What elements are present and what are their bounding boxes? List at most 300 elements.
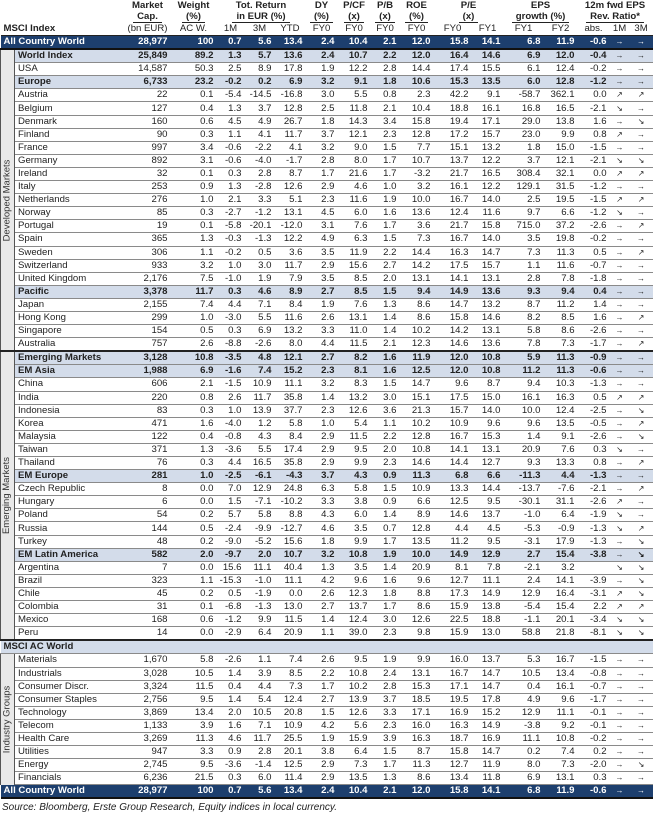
- cell-eps-fy1: 23.0: [504, 128, 544, 141]
- cell-dy: 2.6: [306, 587, 338, 600]
- row-name: Thailand: [15, 457, 125, 470]
- cell-pe-fy0: 15.8: [434, 785, 472, 799]
- cell-eps-fy1: 1.1: [504, 259, 544, 272]
- cell-pcf: 12.1: [338, 128, 371, 141]
- cell-pb: 3.3: [371, 706, 400, 719]
- cell-return-3m: 11.1: [245, 561, 275, 574]
- cell-roe: 8.6: [400, 311, 434, 324]
- trend-arrow-flat-icon: →: [630, 259, 653, 272]
- row-name: Australia: [15, 338, 125, 352]
- trend-arrow-down-icon: ↘: [610, 102, 630, 115]
- cell-dy: 4.6: [306, 522, 338, 535]
- cell-return-ytd: 25.5: [275, 732, 306, 745]
- cell-pe-fy1: 9.6: [472, 417, 504, 430]
- row-name: Industrials: [15, 667, 125, 680]
- row-name: Brazil: [15, 574, 125, 587]
- cell-return-1m: 1.4: [217, 693, 245, 706]
- cell-return-ytd: -12.7: [275, 522, 306, 535]
- cell-eps-fy1: 12.9: [504, 587, 544, 600]
- header-pe-unit: (x): [459, 11, 479, 23]
- cell-return-1m: 0.5: [217, 587, 245, 600]
- header-rev-unit: Rev. Ratio*: [586, 11, 644, 23]
- cell-market-cap: 2,745: [125, 759, 171, 772]
- cell-return-1m: 1.3: [217, 181, 245, 194]
- cell-weight: 11.5: [171, 680, 217, 693]
- cell-pcf: 7.6: [338, 220, 371, 233]
- trend-arrow-flat-icon: →: [610, 667, 630, 680]
- trend-arrow-up-icon: ↗: [630, 457, 653, 470]
- cell-weight: 0.0: [171, 483, 217, 496]
- cell-return-3m: -1.3: [245, 233, 275, 246]
- aggregate-row: [1, 49, 653, 63]
- cell-pcf: 13.5: [338, 772, 371, 785]
- row-name: Denmark: [15, 115, 125, 128]
- cell-eps-fy2: 11.3: [544, 246, 578, 259]
- cell-return-3m: 6.4: [245, 627, 275, 641]
- cell-market-cap: 997: [125, 141, 171, 154]
- cell-pe-fy0: 15.9: [434, 601, 472, 614]
- cell-pb: 1.4: [371, 325, 400, 338]
- cell-eps-fy1: 9.4: [504, 378, 544, 391]
- cell-return-1m: -1.2: [217, 614, 245, 627]
- cell-eps-fy2: 11.3: [544, 365, 578, 378]
- cell-eps-fy1: 129.1: [504, 181, 544, 194]
- cell-eps-fy2: 11.9: [544, 36, 578, 50]
- cell-weight: 10.5: [171, 667, 217, 680]
- cell-weight: 9.5: [171, 759, 217, 772]
- cell-pcf: 4.3: [338, 470, 371, 483]
- cell-pb: 2.3: [371, 719, 400, 732]
- cell-rev-abs: -0.5: [578, 417, 610, 430]
- trend-arrow-flat-icon: →: [630, 365, 653, 378]
- cell-eps-fy1: 8.7: [504, 298, 544, 311]
- header-pb: P/B: [371, 0, 400, 11]
- cell-dy: 1.7: [306, 680, 338, 693]
- cell-rev-abs: -0.1: [578, 706, 610, 719]
- cell-roe: 12.0: [400, 36, 434, 50]
- cell-return-1m: -5.4: [217, 89, 245, 102]
- row-name: Colombia: [15, 601, 125, 614]
- trend-arrow-flat-icon: →: [630, 49, 653, 63]
- cell-dy: 2.5: [306, 102, 338, 115]
- cell-dy: 2.9: [306, 772, 338, 785]
- trend-arrow-down-icon: ↘: [610, 443, 630, 456]
- trend-arrow-flat-icon: →: [610, 430, 630, 443]
- trend-arrow-down-icon: ↘: [630, 115, 653, 128]
- header-dy-unit: (%): [310, 11, 333, 23]
- cell-eps-fy1: 3.7: [504, 154, 544, 167]
- cell-eps-fy1: 6.8: [504, 785, 544, 799]
- trend-arrow-flat-icon: →: [630, 141, 653, 154]
- cell-pe-fy1: 15.8: [472, 220, 504, 233]
- row-name: Portugal: [15, 220, 125, 233]
- trend-arrow-up-icon: ↗: [630, 220, 653, 233]
- row-name: All Country World: [1, 785, 125, 799]
- cell-pe-fy1: 14.7: [472, 746, 504, 759]
- cell-return-1m: 1.3: [217, 49, 245, 63]
- cell-return-3m: 5.5: [245, 443, 275, 456]
- cell-pb: 1.6: [371, 574, 400, 587]
- cell-eps-fy1: 6.8: [504, 36, 544, 50]
- cell-return-1m: -0.6: [217, 141, 245, 154]
- cell-pb: 3.0: [371, 391, 400, 404]
- cell-return-1m: 4.4: [217, 298, 245, 311]
- cell-eps-fy1: 2.4: [504, 574, 544, 587]
- table-row: [1, 167, 653, 180]
- cell-rev-abs: -1.3: [578, 470, 610, 483]
- cell-weight: 1.6: [171, 417, 217, 430]
- cell-pe-fy0: 13.4: [434, 772, 472, 785]
- cell-return-3m: 3.0: [245, 259, 275, 272]
- table-row: [1, 587, 653, 600]
- cell-pcf: 12.2: [338, 63, 371, 76]
- cell-roe: 10.6: [400, 76, 434, 89]
- cell-eps-fy1: 1.4: [504, 430, 544, 443]
- cell-eps-fy2: 7.4: [544, 746, 578, 759]
- cell-eps-fy1: 2.5: [504, 194, 544, 207]
- cell-return-ytd: 15.2: [275, 365, 306, 378]
- table-row: [1, 496, 653, 509]
- cell-dy: 1.1: [306, 627, 338, 641]
- cell-pe-fy0: 21.7: [434, 167, 472, 180]
- header-roe-fy0: FY0: [400, 23, 434, 36]
- cell-dy: 4.5: [306, 207, 338, 220]
- cell-pb: 2.7: [371, 259, 400, 272]
- table-row: [1, 207, 653, 220]
- cell-pb: 1.7: [371, 167, 400, 180]
- cell-pe-fy1: 18.8: [472, 614, 504, 627]
- cell-dy: 3.2: [306, 141, 338, 154]
- row-name: World Index: [15, 49, 125, 63]
- row-name: Consumer Staples: [15, 693, 125, 706]
- cell-dy: 1.9: [306, 732, 338, 745]
- row-name: Netherlands: [15, 194, 125, 207]
- trend-arrow-down-icon: ↘: [610, 627, 630, 641]
- cell-return-ytd: 8.7: [275, 167, 306, 180]
- cell-pe-fy1: 14.6: [472, 49, 504, 63]
- cell-pb: 1.6: [371, 351, 400, 365]
- cell-dy: 3.1: [306, 220, 338, 233]
- cell-pcf: 39.0: [338, 627, 371, 641]
- cell-return-ytd: 8.8: [275, 509, 306, 522]
- cell-rev-abs: -1.8: [578, 272, 610, 285]
- cell-return-3m: 2.0: [245, 548, 275, 561]
- trend-arrow-flat-icon: →: [610, 746, 630, 759]
- cell-weight: 0.1: [171, 167, 217, 180]
- table-row: [1, 719, 653, 732]
- table-row: [1, 483, 653, 496]
- cell-pe-fy1: 14.0: [472, 404, 504, 417]
- cell-return-ytd: 4.1: [275, 141, 306, 154]
- row-name: Italy: [15, 181, 125, 194]
- trend-arrow-flat-icon: →: [610, 417, 630, 430]
- cell-return-ytd: 0.0: [275, 587, 306, 600]
- cell-eps-fy2: 13.3: [544, 457, 578, 470]
- cell-pe-fy0: 17.2: [434, 128, 472, 141]
- header-pcf: P/CF: [338, 0, 371, 11]
- cell-dy: 3.7: [306, 470, 338, 483]
- trend-arrow-up-icon: ↗: [630, 522, 653, 535]
- trend-arrow-flat-icon: →: [630, 667, 653, 680]
- cell-pe-fy1: 13.2: [472, 298, 504, 311]
- cell-return-ytd: 37.7: [275, 404, 306, 417]
- trend-arrow-flat-icon: →: [630, 785, 653, 799]
- cell-dy: 2.9: [306, 181, 338, 194]
- cell-eps-fy2: 12.4: [544, 63, 578, 76]
- cell-market-cap: 160: [125, 115, 171, 128]
- cell-weight: 10.8: [171, 351, 217, 365]
- trend-arrow-flat-icon: →: [630, 378, 653, 391]
- trend-arrow-flat-icon: →: [610, 483, 630, 496]
- cell-weight: 3.9: [171, 719, 217, 732]
- table-header: [1, 0, 653, 36]
- aggregate-row: [1, 285, 653, 298]
- cell-pcf: 5.4: [338, 417, 371, 430]
- cell-eps-fy2: 4.4: [544, 470, 578, 483]
- cell-weight: 0.2: [171, 535, 217, 548]
- cell-pcf: 10.4: [338, 785, 371, 799]
- cell-pb: 2.1: [371, 338, 400, 352]
- cell-roe: 9.8: [400, 627, 434, 641]
- table-row: [1, 128, 653, 141]
- cell-return-1m: 0.3: [217, 772, 245, 785]
- cell-rev-abs: 1.6: [578, 115, 610, 128]
- cell-return-ytd: 11.1: [275, 574, 306, 587]
- cell-return-ytd: 13.4: [275, 785, 306, 799]
- row-name: Argentina: [15, 561, 125, 574]
- cell-return-1m: -5.8: [217, 220, 245, 233]
- cell-roe: 10.7: [400, 154, 434, 167]
- header-market-cap: Market: [125, 0, 171, 11]
- cell-dy: 2.8: [306, 154, 338, 167]
- cell-pe-fy0: 14.1: [434, 272, 472, 285]
- cell-dy: 6.3: [306, 483, 338, 496]
- trend-arrow-flat-icon: →: [610, 233, 630, 246]
- cell-roe: 2.3: [400, 89, 434, 102]
- trend-arrow-flat-icon: →: [630, 207, 653, 220]
- cell-rev-abs: 0.8: [578, 457, 610, 470]
- cell-return-ytd: 7.3: [275, 680, 306, 693]
- trend-arrow-up-icon: ↗: [630, 483, 653, 496]
- cell-pe-fy1: 15.7: [472, 259, 504, 272]
- cell-return-3m: 7.1: [245, 719, 275, 732]
- cell-return-3m: 5.4: [245, 693, 275, 706]
- cell-pcf: 21.6: [338, 167, 371, 180]
- cell-weight: 7.4: [171, 298, 217, 311]
- table-row: [1, 404, 653, 417]
- trend-arrow-down-icon: ↘: [610, 509, 630, 522]
- cell-pb: 2.3: [371, 627, 400, 641]
- cell-weight: 0.6: [171, 115, 217, 128]
- cell-weight: 0.2: [171, 587, 217, 600]
- cell-roe: 13.1: [400, 272, 434, 285]
- table-row: [1, 181, 653, 194]
- cell-return-ytd: 8.5: [275, 667, 306, 680]
- cell-return-ytd: 13.4: [275, 36, 306, 50]
- cell-eps-fy1: 11.1: [504, 732, 544, 745]
- cell-pe-fy1: 11.8: [472, 772, 504, 785]
- trend-arrow-up-icon: ↗: [610, 496, 630, 509]
- cell-pe-fy0: 15.9: [434, 627, 472, 641]
- cell-return-3m: 1.1: [245, 654, 275, 667]
- cell-return-1m: 2.1: [217, 194, 245, 207]
- cell-dy: 1.3: [306, 561, 338, 574]
- cell-rev-abs: -2.0: [578, 759, 610, 772]
- cell-pb: 3.7: [371, 693, 400, 706]
- cell-return-ytd: 13.6: [275, 49, 306, 63]
- cell-eps-fy1: 5.9: [504, 351, 544, 365]
- cell-pb: 1.5: [371, 233, 400, 246]
- cell-pe-fy0: 14.6: [434, 338, 472, 352]
- cell-pe-fy0: 16.4: [434, 49, 472, 63]
- cell-eps-fy1: -1.0: [504, 509, 544, 522]
- cell-return-ytd: 11.1: [275, 378, 306, 391]
- cell-return-3m: -4.0: [245, 154, 275, 167]
- cell-pe-fy0: 10.9: [434, 417, 472, 430]
- cell-return-ytd: 35.8: [275, 457, 306, 470]
- cell-return-1m: -15.3: [217, 574, 245, 587]
- group-label-text: Emerging Markets: [1, 457, 13, 535]
- cell-rev-abs: -1.2: [578, 181, 610, 194]
- header-weight-sub: AC W.: [171, 23, 217, 36]
- cell-eps-fy1: 9.3: [504, 457, 544, 470]
- cell-pe-fy0: 4.4: [434, 522, 472, 535]
- cell-pb: 2.2: [371, 430, 400, 443]
- trend-arrow-down-icon: ↘: [630, 404, 653, 417]
- cell-rev-abs: 0.2: [578, 746, 610, 759]
- header-pb-unit: (x): [375, 11, 395, 23]
- cell-rev-abs: -1.5: [578, 194, 610, 207]
- cell-eps-fy2: 9.6: [544, 693, 578, 706]
- cell-rev-abs: 1.4: [578, 298, 610, 311]
- cell-weight: 0.4: [171, 430, 217, 443]
- cell-dy: 3.8: [306, 746, 338, 759]
- cell-return-3m: 0.2: [245, 76, 275, 89]
- cell-return-ytd: 24.8: [275, 483, 306, 496]
- cell-pe-fy1: 13.5: [472, 76, 504, 89]
- cell-eps-fy1: -3.8: [504, 719, 544, 732]
- cell-pcf: 9.6: [338, 574, 371, 587]
- cell-pe-fy1: 13.1: [472, 443, 504, 456]
- cell-return-1m: -3.5: [217, 351, 245, 365]
- cell-eps-fy2: 10.8: [544, 732, 578, 745]
- cell-pcf: 9.1: [338, 76, 371, 89]
- cell-pe-fy1: 10.8: [472, 351, 504, 365]
- table-row: [1, 430, 653, 443]
- cell-market-cap: 28,977: [125, 785, 171, 799]
- cell-return-1m: -2.5: [217, 470, 245, 483]
- trend-arrow-up-icon: ↗: [610, 167, 630, 180]
- cell-pe-fy1: 12.7: [472, 457, 504, 470]
- cell-weight: 0.6: [171, 614, 217, 627]
- cell-pe-fy1: 14.9: [472, 719, 504, 732]
- cell-rev-abs: 0.3: [578, 772, 610, 785]
- cell-pcf: 10.2: [338, 680, 371, 693]
- cell-weight: 11.7: [171, 285, 217, 298]
- row-name: France: [15, 141, 125, 154]
- trend-arrow-flat-icon: →: [610, 654, 630, 667]
- cell-return-3m: 1.9: [245, 272, 275, 285]
- cell-roe: 10.9: [400, 483, 434, 496]
- cell-return-1m: -3.6: [217, 759, 245, 772]
- trend-arrow-flat-icon: →: [610, 732, 630, 745]
- cell-pe-fy0: 11.2: [434, 535, 472, 548]
- cell-eps-fy2: 7.3: [544, 759, 578, 772]
- cell-market-cap: 757: [125, 338, 171, 352]
- cell-pcf: 6.0: [338, 207, 371, 220]
- header-3m: 3M: [245, 23, 275, 36]
- cell-pe-fy1: 9.5: [472, 535, 504, 548]
- cell-market-cap: 6,733: [125, 76, 171, 89]
- cell-weight: 11.3: [171, 732, 217, 745]
- cell-eps-fy1: 12.9: [504, 706, 544, 719]
- cell-pe-fy1: 12.2: [472, 154, 504, 167]
- cell-return-3m: -1.0: [245, 574, 275, 587]
- table-row: [1, 311, 653, 324]
- cell-roe: 12.8: [400, 430, 434, 443]
- cell-pb: 1.4: [371, 509, 400, 522]
- cell-return-1m: -3.0: [217, 311, 245, 324]
- cell-dy: 4.4: [306, 338, 338, 352]
- trend-arrow-flat-icon: →: [610, 220, 630, 233]
- cell-eps-fy2: 9.1: [544, 430, 578, 443]
- cell-return-1m: 4.6: [217, 732, 245, 745]
- row-name: Materials: [15, 654, 125, 667]
- cell-pe-fy1: 14.0: [472, 233, 504, 246]
- table-row: [1, 614, 653, 627]
- cell-return-3m: -14.5: [245, 89, 275, 102]
- cell-rev-abs: 0.5: [578, 246, 610, 259]
- cell-weight: 0.3: [171, 404, 217, 417]
- cell-return-ytd: -12.0: [275, 220, 306, 233]
- cell-eps-fy2: 7.3: [544, 338, 578, 352]
- cell-pb: 2.1: [371, 102, 400, 115]
- cell-dy: 1.8: [306, 535, 338, 548]
- cell-weight: 100: [171, 36, 217, 50]
- cell-pcf: 5.6: [338, 719, 371, 732]
- cell-dy: 2.4: [306, 36, 338, 50]
- group-label-developed-markets: [0, 49, 14, 351]
- cell-return-1m: -6.8: [217, 601, 245, 614]
- cell-pcf: 9.5: [338, 443, 371, 456]
- header-pcf-unit: (x): [344, 11, 364, 23]
- cell-pb: 0.9: [371, 496, 400, 509]
- cell-pe-fy0: 15.1: [434, 141, 472, 154]
- group-label-text: Developed Markets: [1, 159, 13, 242]
- cell-pe-fy1: 9.5: [472, 496, 504, 509]
- cell-rev-abs: -2.1: [578, 483, 610, 496]
- cell-return-1m: 2.0: [217, 706, 245, 719]
- cell-pe-fy0: 15.8: [434, 311, 472, 324]
- cell-weight: 0.5: [171, 522, 217, 535]
- cell-return-ytd: 12.1: [275, 351, 306, 365]
- table-row: [1, 667, 653, 680]
- cell-return-3m: -7.1: [245, 496, 275, 509]
- cell-weight: 23.2: [171, 76, 217, 89]
- trend-arrow-flat-icon: →: [610, 298, 630, 311]
- cell-market-cap: 1,133: [125, 719, 171, 732]
- cell-pcf: 8.2: [338, 351, 371, 365]
- trend-arrow-up-icon: ↗: [630, 338, 653, 352]
- cell-return-1m: 1.0: [217, 404, 245, 417]
- trend-arrow-flat-icon: →: [630, 102, 653, 115]
- cell-pcf: 10.4: [338, 36, 371, 50]
- trend-arrow-down-icon: ↘: [630, 430, 653, 443]
- trend-arrow-down-icon: ↘: [630, 574, 653, 587]
- cell-return-ytd: 11.7: [275, 259, 306, 272]
- cell-weight: 50.3: [171, 63, 217, 76]
- cell-rev-abs: -3.1: [578, 587, 610, 600]
